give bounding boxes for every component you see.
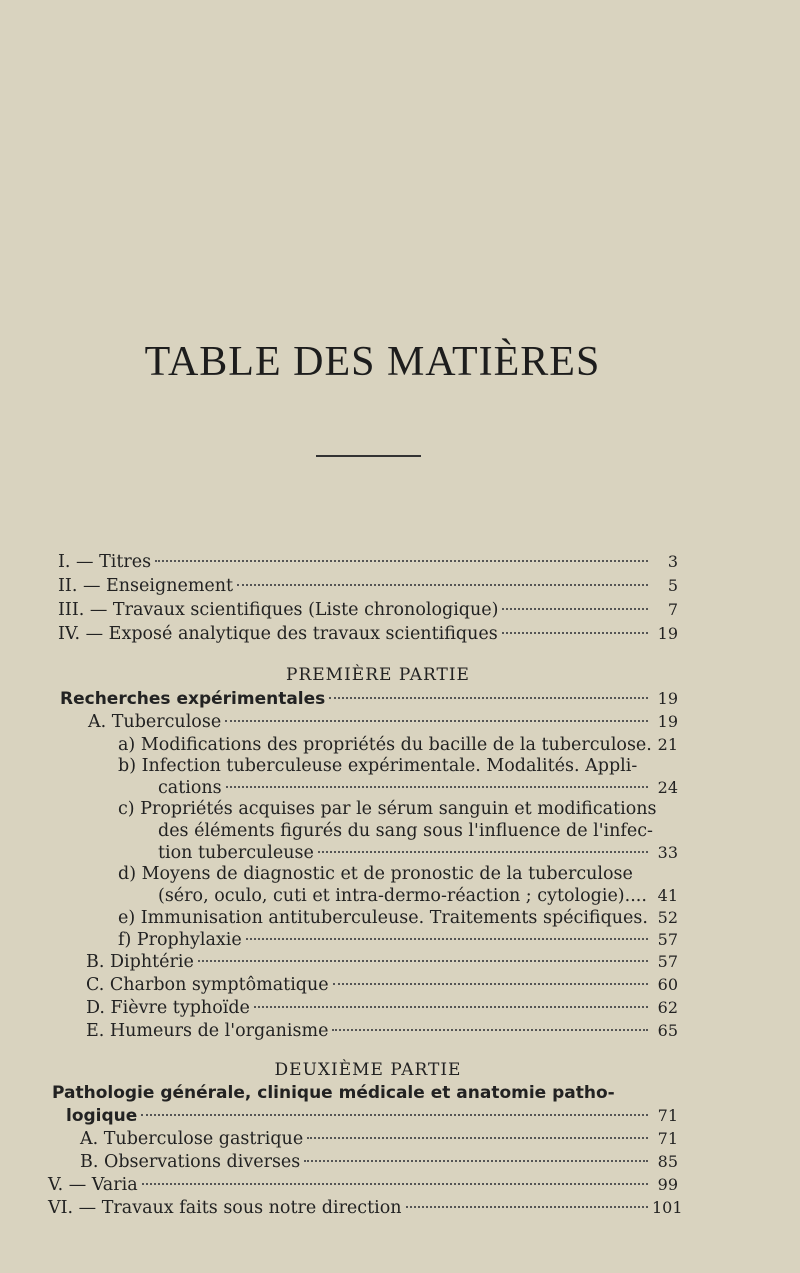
entry-page: 3 — [667, 552, 678, 571]
toc-entry-expose — [58, 624, 678, 644]
entry-page: 5 — [667, 576, 678, 595]
entry-label: IV. — Exposé analytique des travaux scientifiques — [58, 624, 498, 644]
toc-entry-line: b) Infection tuberculeuse expérimentale. Modalités. Appli- — [118, 756, 638, 776]
toc-entry-direction: VI. — Travaux faits sous notre direction 101 — [48, 1198, 683, 1218]
page-title: TABLE DES MATIÈRES — [144, 339, 601, 385]
toc-entry: A. Tuberculose 19 — [88, 712, 678, 732]
toc-entry: e) Immunisation antituberculeuse. Traitements spécifiques. 52 — [118, 908, 678, 928]
toc-entry: A. Tuberculose gastrique 71 — [80, 1129, 678, 1149]
section-heading: logique 71 — [66, 1106, 678, 1126]
part-heading-2: DEUXIÈME PARTIE — [274, 1060, 462, 1080]
title-divider — [316, 455, 421, 457]
toc-entry: a) Modifications des propriétés du bacille de la tuberculose. 21 — [118, 735, 678, 755]
toc-entry: E. Humeurs de l'organisme 65 — [86, 1021, 678, 1041]
section-heading: Recherches expérimentales 19 — [60, 689, 678, 709]
toc-entry: B. Observations diverses 85 — [80, 1152, 678, 1172]
toc-entry-line: des éléments figurés du sang sous l'influence de l'infec- — [158, 821, 653, 841]
toc-entry: tion tuberculeuse 33 — [158, 843, 678, 863]
toc-entry: cations 24 — [158, 778, 678, 798]
toc-entry-travaux — [58, 600, 678, 620]
toc-entry: B. Diphtérie 57 — [86, 952, 678, 972]
toc-entry: f) Prophylaxie 57 — [118, 930, 678, 950]
toc-entry-line: c) Propriétés acquises par le sérum sanguin et modifications — [118, 799, 657, 819]
toc-entry: (séro, oculo, cuti et intra-dermo-réaction ; cytologie).... 41 — [158, 886, 678, 906]
entry-label: III. — Travaux scientifiques (Liste chronologique) — [58, 600, 499, 620]
toc-entry-varia: V. — Varia 99 — [48, 1175, 678, 1195]
toc-entry: C. Charbon symptômatique 60 — [86, 975, 678, 995]
entry-page: 19 — [657, 624, 678, 643]
part-heading-1: PREMIÈRE PARTIE — [286, 665, 470, 685]
toc-entry-line: d) Moyens de diagnostic et de pronostic de la tuberculose — [118, 864, 633, 884]
toc-entry-enseignement — [58, 576, 678, 596]
toc-entry: D. Fièvre typhoïde 62 — [86, 998, 678, 1018]
entry-label: I. — Titres — [58, 552, 152, 572]
toc-entry-titres — [58, 552, 678, 572]
section-heading: Pathologie générale, clinique médicale et anatomie patho- — [52, 1083, 615, 1103]
entry-page: 7 — [667, 600, 678, 619]
entry-label: II. — Enseignement — [58, 576, 234, 596]
